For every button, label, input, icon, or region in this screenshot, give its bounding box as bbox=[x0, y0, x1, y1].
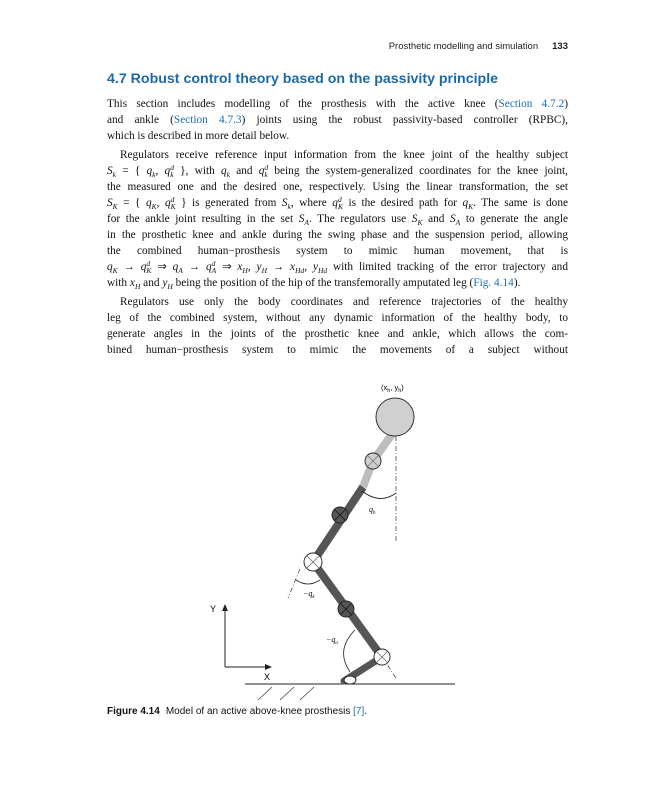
math-symbol: y H bbox=[162, 277, 173, 291]
math-scripts: k bbox=[287, 202, 291, 211]
math-symbol: q d K bbox=[140, 259, 152, 275]
math-symbol: q d K bbox=[332, 195, 343, 211]
thigh-mass-joint bbox=[332, 507, 348, 523]
math-scripts: K bbox=[151, 202, 157, 211]
math-scripts: d K bbox=[337, 195, 343, 211]
math-symbol: q d A bbox=[205, 259, 217, 275]
math-scripts: k bbox=[112, 170, 116, 179]
section-heading: 4.7 Robust control theory based on the passivity principle bbox=[107, 71, 499, 87]
math-scripts: d k bbox=[170, 163, 174, 179]
text-run: , bbox=[155, 165, 165, 177]
text-run: → bbox=[117, 261, 141, 273]
math-symbol: q K bbox=[107, 261, 118, 275]
text-run: Regulators receive reference input information from the knee joint of the healthy subject bbox=[120, 149, 568, 161]
math-symbol: x Hd bbox=[290, 261, 305, 275]
text-run: = { bbox=[117, 197, 146, 209]
toe-joint bbox=[344, 676, 356, 684]
text-run: the combined human−prosthesis system to mimic human movement, that is bbox=[107, 245, 568, 257]
math-scripts: k bbox=[226, 170, 230, 179]
text-run: is the desired path for bbox=[342, 197, 463, 209]
axis-y-label: Y bbox=[210, 604, 217, 614]
math-symbol: S K bbox=[107, 197, 118, 211]
math-scripts: H bbox=[134, 282, 141, 291]
math-scripts: d K bbox=[146, 259, 152, 275]
text-run: , bbox=[156, 197, 165, 209]
cross-reference-link[interactable]: Fig. 4.14 bbox=[473, 277, 514, 289]
math-scripts: Hd bbox=[295, 266, 305, 275]
text-run: and bbox=[229, 165, 259, 177]
page-number: 133 bbox=[552, 41, 568, 52]
math-scripts: K bbox=[112, 266, 118, 275]
text-run: ) bbox=[564, 98, 568, 110]
text-run: which is described in more detail below. bbox=[107, 130, 290, 142]
text-run: . The same is done bbox=[473, 197, 568, 209]
hip-angle-label: $q_h$ bbox=[369, 505, 376, 516]
text-run: . The regulators use bbox=[308, 213, 412, 225]
text-run: being the system-generalized coordinates for the knee joint, bbox=[268, 165, 568, 177]
caption-label: Figure 4.14 bbox=[107, 706, 160, 717]
coordinate-axes bbox=[225, 610, 266, 667]
knee-angle-label: $-q_k$ bbox=[303, 589, 315, 600]
text-run: to generate the angle bbox=[460, 213, 568, 225]
text-run: generate angles in the joints of the prosthetic knee and ankle, which allows the com- bbox=[107, 328, 568, 340]
math-scripts: H bbox=[261, 266, 267, 275]
math-symbol: x H bbox=[237, 261, 248, 275]
text-run: with limited tracking of the error trajectory and bbox=[327, 261, 568, 273]
math-scripts: k bbox=[152, 170, 156, 179]
text-run: leg of the combined system, without any dynamic information of the healthy body, to bbox=[107, 312, 568, 324]
math-symbol: q k bbox=[146, 165, 156, 179]
math-scripts: A bbox=[455, 218, 461, 227]
math-symbol: S k bbox=[281, 197, 291, 211]
math-scripts: H bbox=[242, 266, 248, 275]
ankle-joint bbox=[374, 649, 390, 665]
text-run: }, with bbox=[173, 165, 221, 177]
text-run: ) joints using the robust passivity-based controller (RPBC), bbox=[241, 114, 568, 126]
math-symbol: q d K bbox=[164, 195, 176, 211]
text-run: → bbox=[182, 261, 206, 273]
text-run: the measured one and the desired one, respectively. Using the linear transformation, the set bbox=[107, 181, 568, 193]
text-run: , bbox=[247, 261, 257, 273]
math-symbol: S A bbox=[298, 213, 309, 227]
text-run: and ankle ( bbox=[107, 114, 174, 126]
knee-angle-arc bbox=[296, 580, 320, 584]
text-run: Regulators use only the body coordinates and reference trajectories of the healthy bbox=[120, 296, 568, 308]
cross-reference-link[interactable]: Section 4.7.3 bbox=[173, 114, 242, 126]
text-run: being the position of the hip of the transfemorally amputated leg ( bbox=[172, 277, 474, 289]
caption-text: Model of an active above-knee prosthesis bbox=[165, 706, 354, 717]
shank-mass-joint bbox=[338, 601, 354, 617]
text-run: in the prosthetic knee and ankle during the swing phase and the suspension period, allowing bbox=[107, 229, 568, 241]
math-scripts: K bbox=[417, 218, 423, 227]
math-scripts: Hd bbox=[317, 266, 328, 275]
text-run: and bbox=[422, 213, 450, 225]
math-symbol: y H bbox=[256, 261, 267, 275]
caption-end: . bbox=[364, 706, 368, 717]
math-scripts: K bbox=[112, 202, 118, 211]
math-symbol: x H bbox=[129, 277, 141, 291]
math-scripts: A bbox=[304, 218, 309, 227]
text-run: ). bbox=[513, 277, 521, 289]
text-run: This section includes modelling of the prosthesis with the active knee ( bbox=[107, 98, 499, 110]
hip-angle-arc bbox=[362, 491, 396, 499]
text-run: } is generated from bbox=[175, 197, 282, 209]
text-run: bined human−prosthesis system to mimic the movements of a subject without bbox=[107, 344, 568, 356]
text-run: ⇒ bbox=[216, 261, 238, 273]
math-scripts: d K bbox=[170, 195, 176, 211]
ground-hatch bbox=[258, 687, 314, 700]
text-run: = { bbox=[116, 165, 147, 177]
text-run: and bbox=[140, 277, 163, 289]
math-symbol: q A bbox=[172, 261, 183, 275]
text-run: , where bbox=[290, 197, 333, 209]
axis-x-label: X bbox=[264, 672, 271, 682]
text-run: , bbox=[304, 261, 313, 273]
running-title: Prosthetic modelling and simulation bbox=[388, 41, 539, 52]
text-run: with bbox=[107, 277, 130, 289]
ankle-angle-label: $-q_a$ bbox=[326, 635, 338, 646]
figure-caption bbox=[107, 706, 367, 717]
math-symbol: q d k bbox=[258, 163, 269, 179]
math-scripts: d A bbox=[211, 259, 217, 275]
hip-coordinate-label: ($x_h$, $y_h$) bbox=[381, 383, 404, 394]
text-run: ⇒ bbox=[151, 261, 173, 273]
math-scripts: d k bbox=[264, 163, 269, 179]
math-symbol: q k bbox=[220, 165, 230, 179]
thigh-extension-line bbox=[288, 569, 300, 598]
math-scripts: H bbox=[167, 282, 173, 291]
math-symbol: q K bbox=[145, 197, 157, 211]
text-run: for the ankle joint resulting in the set bbox=[107, 213, 299, 225]
hip-mass-circle bbox=[376, 398, 414, 436]
math-scripts: A bbox=[178, 266, 183, 275]
knee-joint bbox=[304, 553, 322, 571]
caption-reference-link[interactable]: [7] bbox=[353, 706, 365, 717]
math-scripts: K bbox=[468, 202, 474, 211]
y-arrow-icon bbox=[222, 604, 228, 611]
math-symbol: q d k bbox=[164, 163, 174, 179]
thigh-segment bbox=[313, 487, 363, 562]
math-symbol: q K bbox=[462, 197, 474, 211]
cross-reference-link[interactable]: Section 4.7.2 bbox=[498, 98, 565, 110]
math-symbol: S A bbox=[450, 213, 461, 227]
math-symbol: y Hd bbox=[312, 261, 328, 275]
hip-socket-joint bbox=[365, 453, 381, 469]
x-arrow-icon bbox=[265, 664, 272, 670]
math-symbol: S k bbox=[107, 165, 116, 179]
math-symbol: S K bbox=[411, 213, 423, 227]
text-run: → bbox=[266, 261, 291, 273]
ankle-angle-arc bbox=[344, 630, 355, 672]
